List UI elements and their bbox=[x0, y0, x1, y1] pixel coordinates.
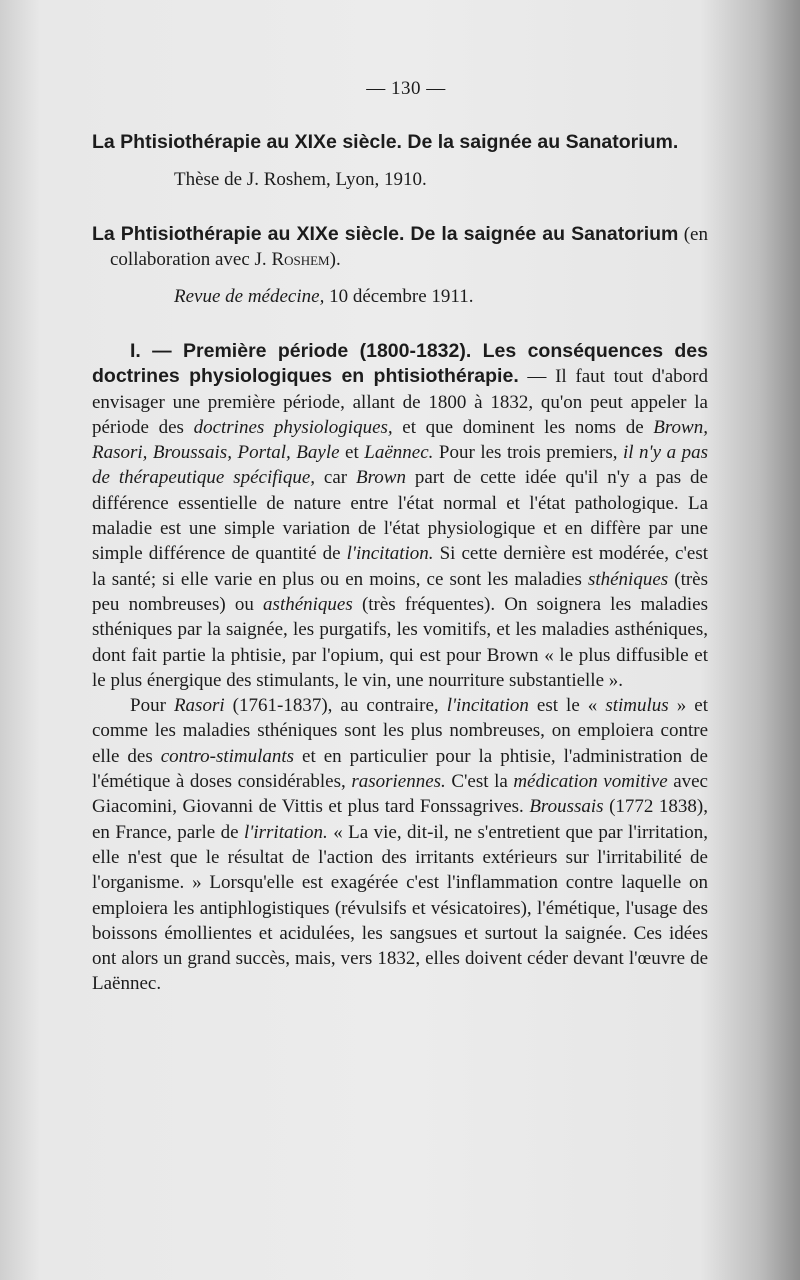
text-run: avec Giacomini, Giovanni de Vittis et plus tard Fonssagrives. bbox=[92, 771, 708, 818]
italic-run: l'irritation. bbox=[244, 821, 328, 843]
entry-2-title-note: (en collaboration avec J. bbox=[110, 224, 708, 270]
text-run: et bbox=[339, 442, 365, 464]
italic-run: Laënnec. bbox=[364, 442, 434, 464]
italic-run: il n'y a pas de thérapeutique spécifique, bbox=[92, 442, 708, 489]
entry-2-source-journal: Revue de médecine, bbox=[174, 286, 325, 307]
italic-run: contro-stimulants bbox=[160, 745, 295, 767]
section-heading: I. — Première période (1800-1832). Les conséquences des doctrines physiologiques en phtisiothérapie. bbox=[92, 340, 708, 388]
text-run: Si cette dernière est modérée, c'est la santé; si elle varie en plus ou en moins, ce sont les maladies bbox=[92, 543, 708, 590]
text-run: — Il faut tout d'abord envisager une première période, allant de 1800 à 1832, qu'on peut appeler la période des bbox=[92, 366, 708, 438]
page-content bbox=[92, 78, 708, 997]
entry-2-title bbox=[92, 222, 708, 272]
text-run: et que dominent les noms de bbox=[392, 416, 654, 438]
text-run: (1772 1838), en France, parle de bbox=[92, 796, 708, 843]
italic-run: asthéniques bbox=[263, 593, 353, 615]
entry-2-title-end: ). bbox=[329, 249, 341, 270]
italic-run: rasoriennes. bbox=[351, 771, 446, 793]
entry-2-source bbox=[174, 284, 708, 309]
text-run: Pour bbox=[130, 695, 174, 717]
text-run: est le « bbox=[528, 695, 606, 717]
text-run: « La vie, dit-il, ne s'entretient que par l'irritation, elle n'est que le résultat de l'action des irritants extérieurs sur l'irritabilité de l'organisme. » Lorsqu'elle est exagérée c'est l'inflammation contre laquelle on emploiera les antiphlogistiques (révulsifs et vésicatoires), l'émétique, l'usage des boissons émollientes et acidulées, les sangsues et surtout la saignée. Ces idées ont alors un grand succès, mais, vers 1832, elles doivent céder devant l'œuvre de Laënnec. bbox=[92, 821, 708, 995]
text-run: (très peu nombreuses) ou bbox=[92, 568, 708, 615]
entry-2-title-author: Roshem bbox=[271, 249, 330, 270]
text-run: (très fréquentes). On soignera les maladies sthéniques par la saignée, les purgatifs, les vomitifs, et les maladies asthéniques, dont fait partie la phtisie, par l'opium, qui est pour Brown « le plus diffusible et le plus énergique des stimulants, le vin, une nourriture substantielle ». bbox=[92, 593, 708, 691]
italic-run: Broussais bbox=[529, 796, 604, 818]
section-1 bbox=[92, 339, 708, 997]
text-run: et en particulier pour la phtisie, l'administration de l'émétique à doses considérables, bbox=[92, 745, 708, 793]
text-run: part de cette idée qu'il n'y a pas de différence essentielle de nature entre l'état normal et l'état pathologique. La maladie est une simple variation de l'état physiologique et en diffère par une simple différence de quantité de bbox=[92, 467, 708, 565]
italic-run: l'incitation bbox=[446, 695, 529, 717]
page-number: — 130 — bbox=[366, 78, 446, 99]
entry-1-title-text: La Phtisiothérapie au XIXe siècle. De la saignée au Sanatorium. bbox=[92, 131, 679, 153]
text-run: (1761-1837), au contraire, bbox=[224, 695, 447, 717]
entry-1-title bbox=[92, 130, 708, 155]
italic-run: l'incitation. bbox=[346, 543, 434, 565]
italic-run: Brown, Rasori, Broussais, Portal, Bayle bbox=[92, 416, 708, 464]
text-run: » et comme les maladies sthéniques sont les plus nombreuses, on emploiera contre elle des bbox=[92, 695, 708, 767]
italic-run: médication vomitive bbox=[513, 771, 668, 793]
text-run: Pour les trois premiers, bbox=[433, 442, 623, 464]
text-run: car bbox=[315, 467, 356, 489]
italic-run: sthéniques bbox=[587, 568, 669, 590]
section-paragraph-2 bbox=[92, 693, 708, 997]
italic-run: doctrines physiologiques, bbox=[193, 416, 393, 438]
section-paragraph-1 bbox=[92, 339, 708, 693]
italic-run: Rasori bbox=[173, 695, 225, 717]
entry-2-title-text: La Phtisiothérapie au XIXe siècle. De la saignée au Sanatorium bbox=[92, 223, 679, 245]
italic-run: stimulus bbox=[605, 695, 669, 717]
entry-2-source-date: 10 décembre 1911. bbox=[324, 286, 474, 307]
entry-1-source: Thèse de J. Roshem, Lyon, 1910. bbox=[174, 169, 427, 190]
text-run: C'est la bbox=[445, 771, 514, 793]
italic-run: Brown bbox=[355, 467, 406, 489]
